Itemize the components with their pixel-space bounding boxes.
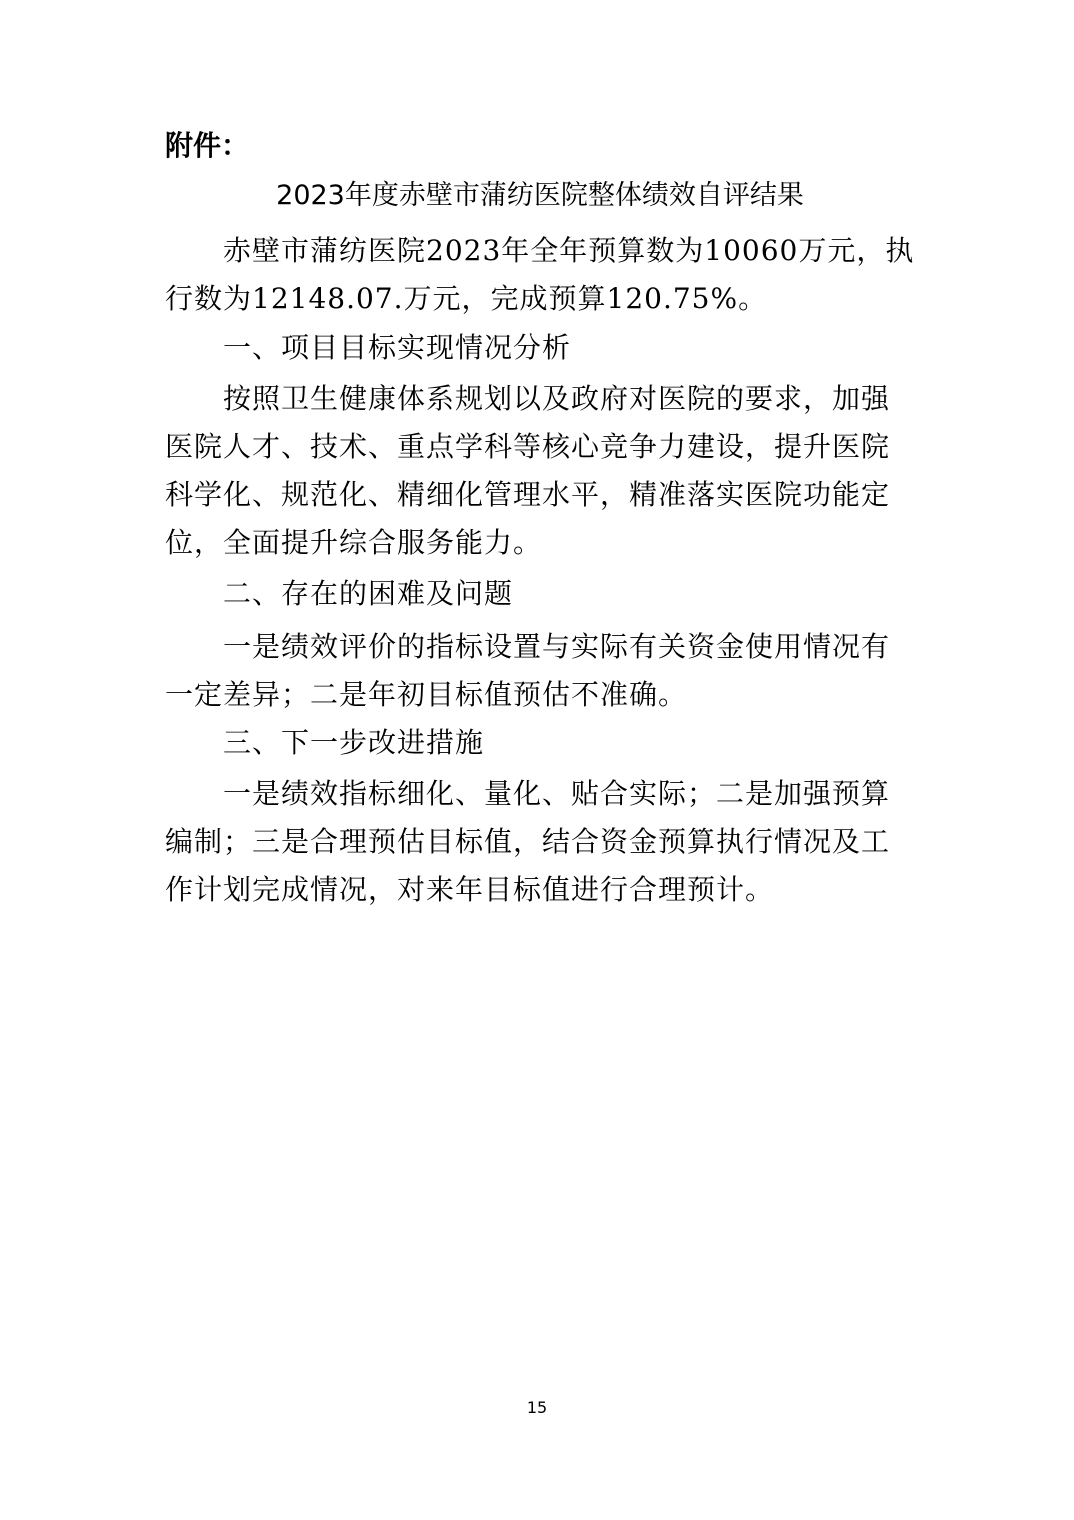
page-number: 15 <box>526 1398 548 1417</box>
attachment-label: 附件： <box>165 129 250 162</box>
section-body-3: 一是绩效指标细化、量化、贴合实际；二是加强预算编制；三是合理预估目标值，结合资金预算执行情况及工作计划完成情况，对来年目标值进行合理预计。 <box>165 777 891 906</box>
document-title: 2023年度赤壁市蒲纺医院整体绩效自评结果 <box>276 180 804 211</box>
section-body-2: 一是绩效评价的指标设置与实际有关资金使用情况有一定差异；二是年初目标值预估不准确。 <box>165 630 891 711</box>
section-heading-3: 三、下一步改进措施 <box>223 726 485 759</box>
intro-paragraph: 赤壁市蒲纺医院2023年全年预算数为10060万元，执行数为12148.07.万元，完成预算120.75%。 <box>165 234 915 315</box>
section-heading-1: 一、项目目标实现情况分析 <box>223 331 572 364</box>
section-heading-2: 二、存在的困难及问题 <box>223 577 514 610</box>
section-body-1: 按照卫生健康体系规划以及政府对医院的要求，加强医院人才、技术、重点学科等核心竞争力建设，提升医院科学化、规范化、精细化管理水平，精准落实医院功能定位，全面提升综合服务能力。 <box>165 382 891 559</box>
